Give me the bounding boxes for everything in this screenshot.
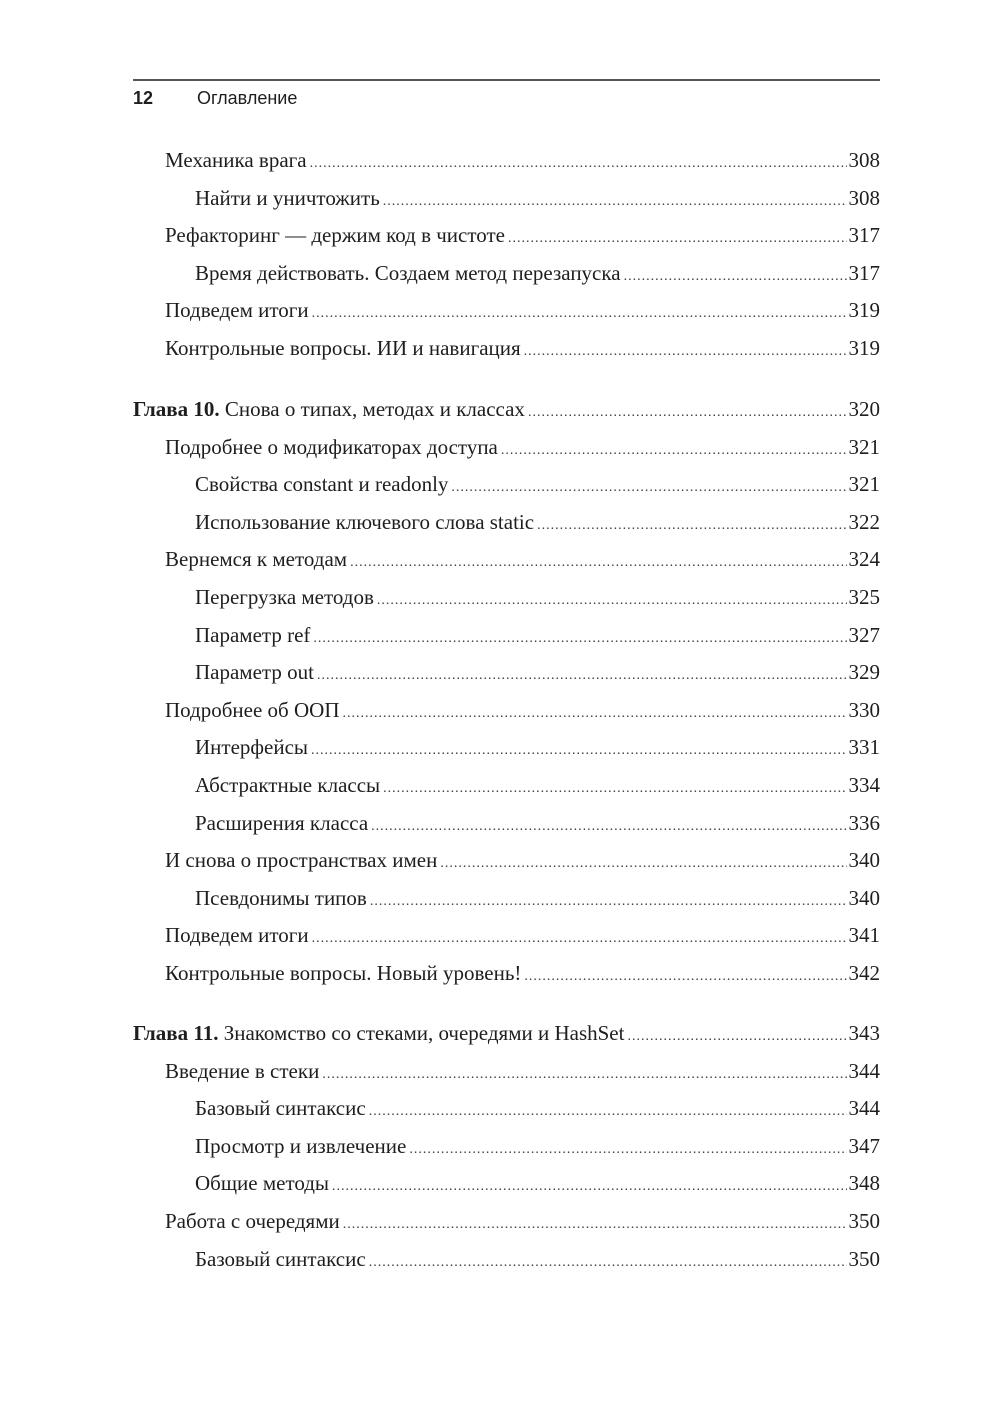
- dot-leader: [311, 732, 847, 770]
- dot-leader: [528, 394, 847, 432]
- toc-entry-title: Интерфейсы: [195, 735, 308, 760]
- toc-entry-page: 317: [848, 260, 880, 285]
- toc-entry-page: 321: [848, 472, 880, 497]
- toc-entry-title: Псевдонимы типов: [195, 885, 367, 910]
- toc-entry-page: 330: [848, 697, 880, 722]
- toc-entry[interactable]: [133, 292, 880, 330]
- dot-leader: [383, 183, 847, 221]
- dot-leader: [370, 883, 847, 921]
- toc-entry[interactable]: [133, 767, 880, 805]
- toc-entry[interactable]: [133, 1090, 880, 1128]
- toc-entry-page: 350: [848, 1246, 880, 1271]
- toc-entry[interactable]: [133, 1203, 880, 1241]
- toc-entry-page: 334: [848, 772, 880, 797]
- header-rule: [133, 79, 880, 81]
- chapter-label: Глава 10.: [133, 397, 220, 421]
- toc-entry[interactable]: [133, 1053, 880, 1091]
- toc-entry-title: Просмотр и извлечение: [195, 1133, 407, 1158]
- toc-entry-page: 327: [848, 622, 880, 647]
- toc-entry-title: Использование ключевого слова static: [195, 509, 535, 534]
- dot-leader: [332, 1168, 846, 1206]
- toc-entry-page: 322: [848, 509, 880, 534]
- dot-leader: [310, 145, 847, 183]
- toc-entry[interactable]: [133, 504, 880, 542]
- dot-leader: [312, 295, 847, 333]
- toc-entry-page: 320: [848, 397, 880, 421]
- toc-entry-page: 343: [848, 1021, 880, 1045]
- dot-leader: [312, 920, 847, 958]
- toc-entry-title: Абстрактные классы: [195, 772, 381, 797]
- toc-entry[interactable]: [133, 805, 880, 843]
- toc-entry-title: Перегрузка методов: [195, 584, 374, 609]
- dot-leader: [451, 469, 846, 507]
- toc-entry-page: 340: [848, 885, 880, 910]
- toc-entry[interactable]: [133, 955, 880, 993]
- toc-entry-title: Подведем итоги: [165, 923, 309, 948]
- dot-leader: [343, 695, 847, 733]
- toc-entry[interactable]: [133, 617, 880, 655]
- toc-entry[interactable]: [133, 1128, 880, 1166]
- dot-leader: [317, 657, 847, 695]
- toc-entry-page: 324: [848, 547, 880, 572]
- toc-entry-title: Подведем итоги: [165, 298, 309, 323]
- toc-entry[interactable]: [133, 729, 880, 767]
- toc-entry-page: 341: [848, 923, 880, 948]
- toc-entry[interactable]: [133, 917, 880, 955]
- toc-entry-title: И снова о пространствах имен: [165, 848, 438, 873]
- page-number: 12: [133, 88, 154, 108]
- toc-entry[interactable]: [133, 1165, 880, 1203]
- toc-entry[interactable]: [133, 180, 880, 218]
- chapter-title: Снова о типах, методах и классах: [224, 397, 525, 421]
- toc-entry[interactable]: [133, 579, 880, 617]
- dot-leader: [537, 507, 846, 545]
- toc-entry-page: 319: [848, 335, 880, 360]
- toc-entry-page: 342: [848, 960, 880, 985]
- toc-entry[interactable]: [133, 142, 880, 180]
- dot-leader: [313, 620, 846, 658]
- toc-entry-page: 344: [848, 1058, 880, 1083]
- chapter-label: Глава 11.: [133, 1021, 219, 1045]
- dot-leader: [371, 808, 846, 846]
- dot-leader: [383, 770, 846, 808]
- dot-leader: [508, 220, 847, 258]
- toc-block-chapter-11: [133, 1015, 880, 1278]
- toc-entry-title: Свойства constant и readonly: [195, 472, 449, 497]
- toc-entry[interactable]: [133, 217, 880, 255]
- toc-entry-title: Работа с очередями: [165, 1208, 340, 1233]
- toc-entry-page: 350: [848, 1208, 880, 1233]
- section-title: Оглавление: [197, 88, 298, 108]
- toc-entry-title: Подробнее об ООП: [165, 697, 340, 722]
- toc-entry[interactable]: [133, 654, 880, 692]
- toc-entry-page: 317: [848, 223, 880, 248]
- toc-entry-title: Время действовать. Создаем метод перезапуска: [195, 260, 621, 285]
- toc-entry-page: 325: [848, 584, 880, 609]
- chapter-title: Знакомство со стеками, очередями и HashSet: [223, 1021, 625, 1045]
- toc-entry-title: Базовый синтаксис: [195, 1246, 366, 1271]
- toc-block-chapter-10: [133, 391, 880, 993]
- toc-entry-title: [133, 391, 525, 429]
- toc-entry-title: Параметр out: [195, 660, 314, 685]
- toc-entry[interactable]: [133, 255, 880, 293]
- dot-leader: [524, 958, 846, 996]
- dot-leader: [322, 1056, 846, 1094]
- toc-entry-page: 340: [848, 848, 880, 873]
- dot-leader: [440, 845, 846, 883]
- toc-block-previous-chapter: [133, 142, 880, 368]
- toc-entry-title: Найти и уничтожить: [195, 185, 380, 210]
- toc-entry-title: Общие методы: [195, 1171, 330, 1196]
- toc-entry-title: [133, 1015, 624, 1053]
- toc-entry-page: 347: [848, 1133, 880, 1158]
- toc-entry[interactable]: [133, 429, 880, 467]
- toc-entry-page: 308: [848, 185, 880, 210]
- toc-entry-title: Рефакторинг — держим код в чистоте: [165, 223, 505, 248]
- toc-entry-page: 331: [848, 735, 880, 760]
- toc-entry[interactable]: [133, 541, 880, 579]
- toc-entry-page: 329: [848, 660, 880, 685]
- toc-entry-title: Расширения класса: [195, 810, 369, 835]
- toc-entry-page: 319: [848, 298, 880, 323]
- toc-entry[interactable]: [133, 842, 880, 880]
- dot-leader: [369, 1093, 847, 1131]
- toc-entry-page: 321: [848, 434, 880, 459]
- toc-entry-title: Базовый синтаксис: [195, 1096, 366, 1121]
- toc-entry-page: 308: [848, 148, 880, 172]
- toc-entry-title: Контрольные вопросы. ИИ и навигация: [165, 335, 521, 360]
- dot-leader: [377, 582, 847, 620]
- dot-leader: [409, 1131, 846, 1169]
- toc-entry[interactable]: [133, 466, 880, 504]
- dot-leader: [343, 1206, 847, 1244]
- dot-leader: [524, 333, 847, 371]
- toc-entry-title: Вернемся к методам: [165, 547, 348, 572]
- toc-entry-page: 344: [848, 1096, 880, 1121]
- dot-leader: [350, 544, 846, 582]
- toc-entry-title: Параметр ref: [195, 622, 311, 647]
- dot-leader: [369, 1244, 847, 1282]
- dot-leader: [624, 258, 847, 296]
- toc-entry[interactable]: [133, 692, 880, 730]
- toc-chapter-entry[interactable]: [133, 1015, 880, 1053]
- running-head: [133, 85, 297, 111]
- dot-leader: [501, 432, 847, 470]
- toc-entry[interactable]: [133, 1241, 880, 1279]
- toc-entry-title: Подробнее о модификаторах доступа: [165, 434, 498, 459]
- toc-entry-title: Введение в стеки: [165, 1058, 320, 1083]
- toc-entry-title: Контрольные вопросы. Новый уровень!: [165, 960, 522, 985]
- toc-entry-page: 348: [848, 1171, 880, 1196]
- toc-chapter-entry[interactable]: [133, 391, 880, 429]
- toc-entry-page: 336: [848, 810, 880, 835]
- toc-entry[interactable]: [133, 880, 880, 918]
- toc-entry-title: Механика врага: [165, 148, 307, 172]
- toc-entry[interactable]: [133, 330, 880, 368]
- dot-leader: [627, 1018, 846, 1056]
